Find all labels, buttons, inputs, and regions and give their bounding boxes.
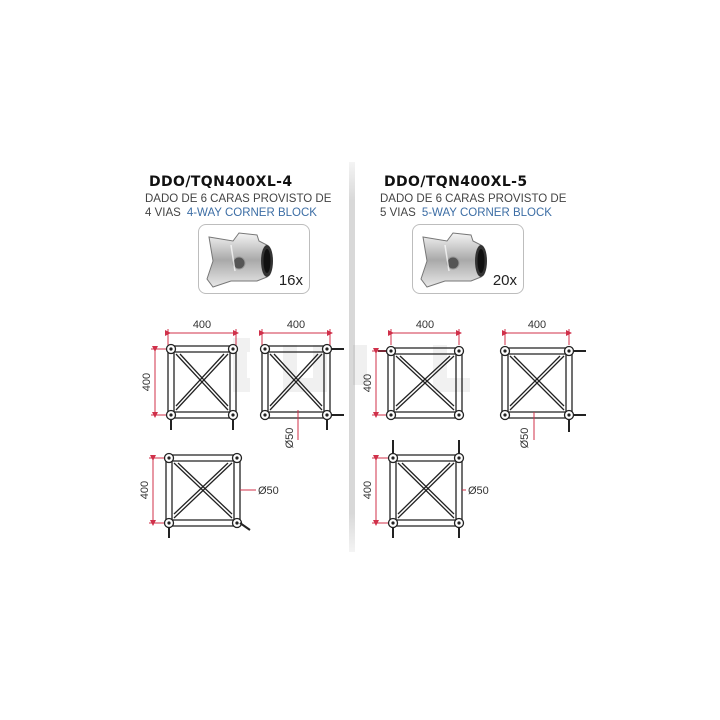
dim-width-1: 400 — [415, 319, 435, 331]
truss-frame-4way-side — [165, 454, 251, 539]
dim-tube-1: Ø50 — [284, 427, 296, 449]
truss-frame-4way-top-a — [167, 345, 238, 431]
truss-frame-5way-top-b — [501, 347, 587, 433]
dim-tube-1: Ø50 — [519, 427, 531, 449]
dim-tube-2: Ø50 — [468, 485, 489, 497]
description-line-1: DADO DE 6 CARAS PROVISTO DE — [380, 193, 567, 205]
dim-height-1: 400 — [141, 372, 153, 392]
dim-height-1: 400 — [362, 373, 374, 393]
dim-width-2: 400 — [286, 319, 306, 331]
description-vias: 5 VIAS — [380, 207, 416, 219]
quantity-label: 20x — [492, 272, 517, 289]
dim-width-1: 400 — [192, 319, 212, 331]
description-vias: 4 VIAS — [145, 207, 181, 219]
description-line-1: DADO DE 6 CARAS PROVISTO DE — [145, 193, 332, 205]
truss-frame-5way-side — [389, 440, 464, 538]
description-english: 5-WAY CORNER BLOCK — [421, 207, 552, 219]
product-code: DDO/TQN400XL-5 — [384, 174, 528, 190]
brand-watermark — [240, 345, 470, 385]
description-english: 4-WAY CORNER BLOCK — [186, 207, 317, 219]
dim-height-2: 400 — [362, 480, 374, 500]
product-code: DDO/TQN400XL-4 — [149, 174, 293, 190]
dim-tube-2: Ø50 — [258, 485, 279, 497]
dim-height-2: 400 — [139, 480, 151, 500]
quantity-label: 16x — [278, 272, 303, 289]
dim-width-2: 400 — [527, 319, 547, 331]
